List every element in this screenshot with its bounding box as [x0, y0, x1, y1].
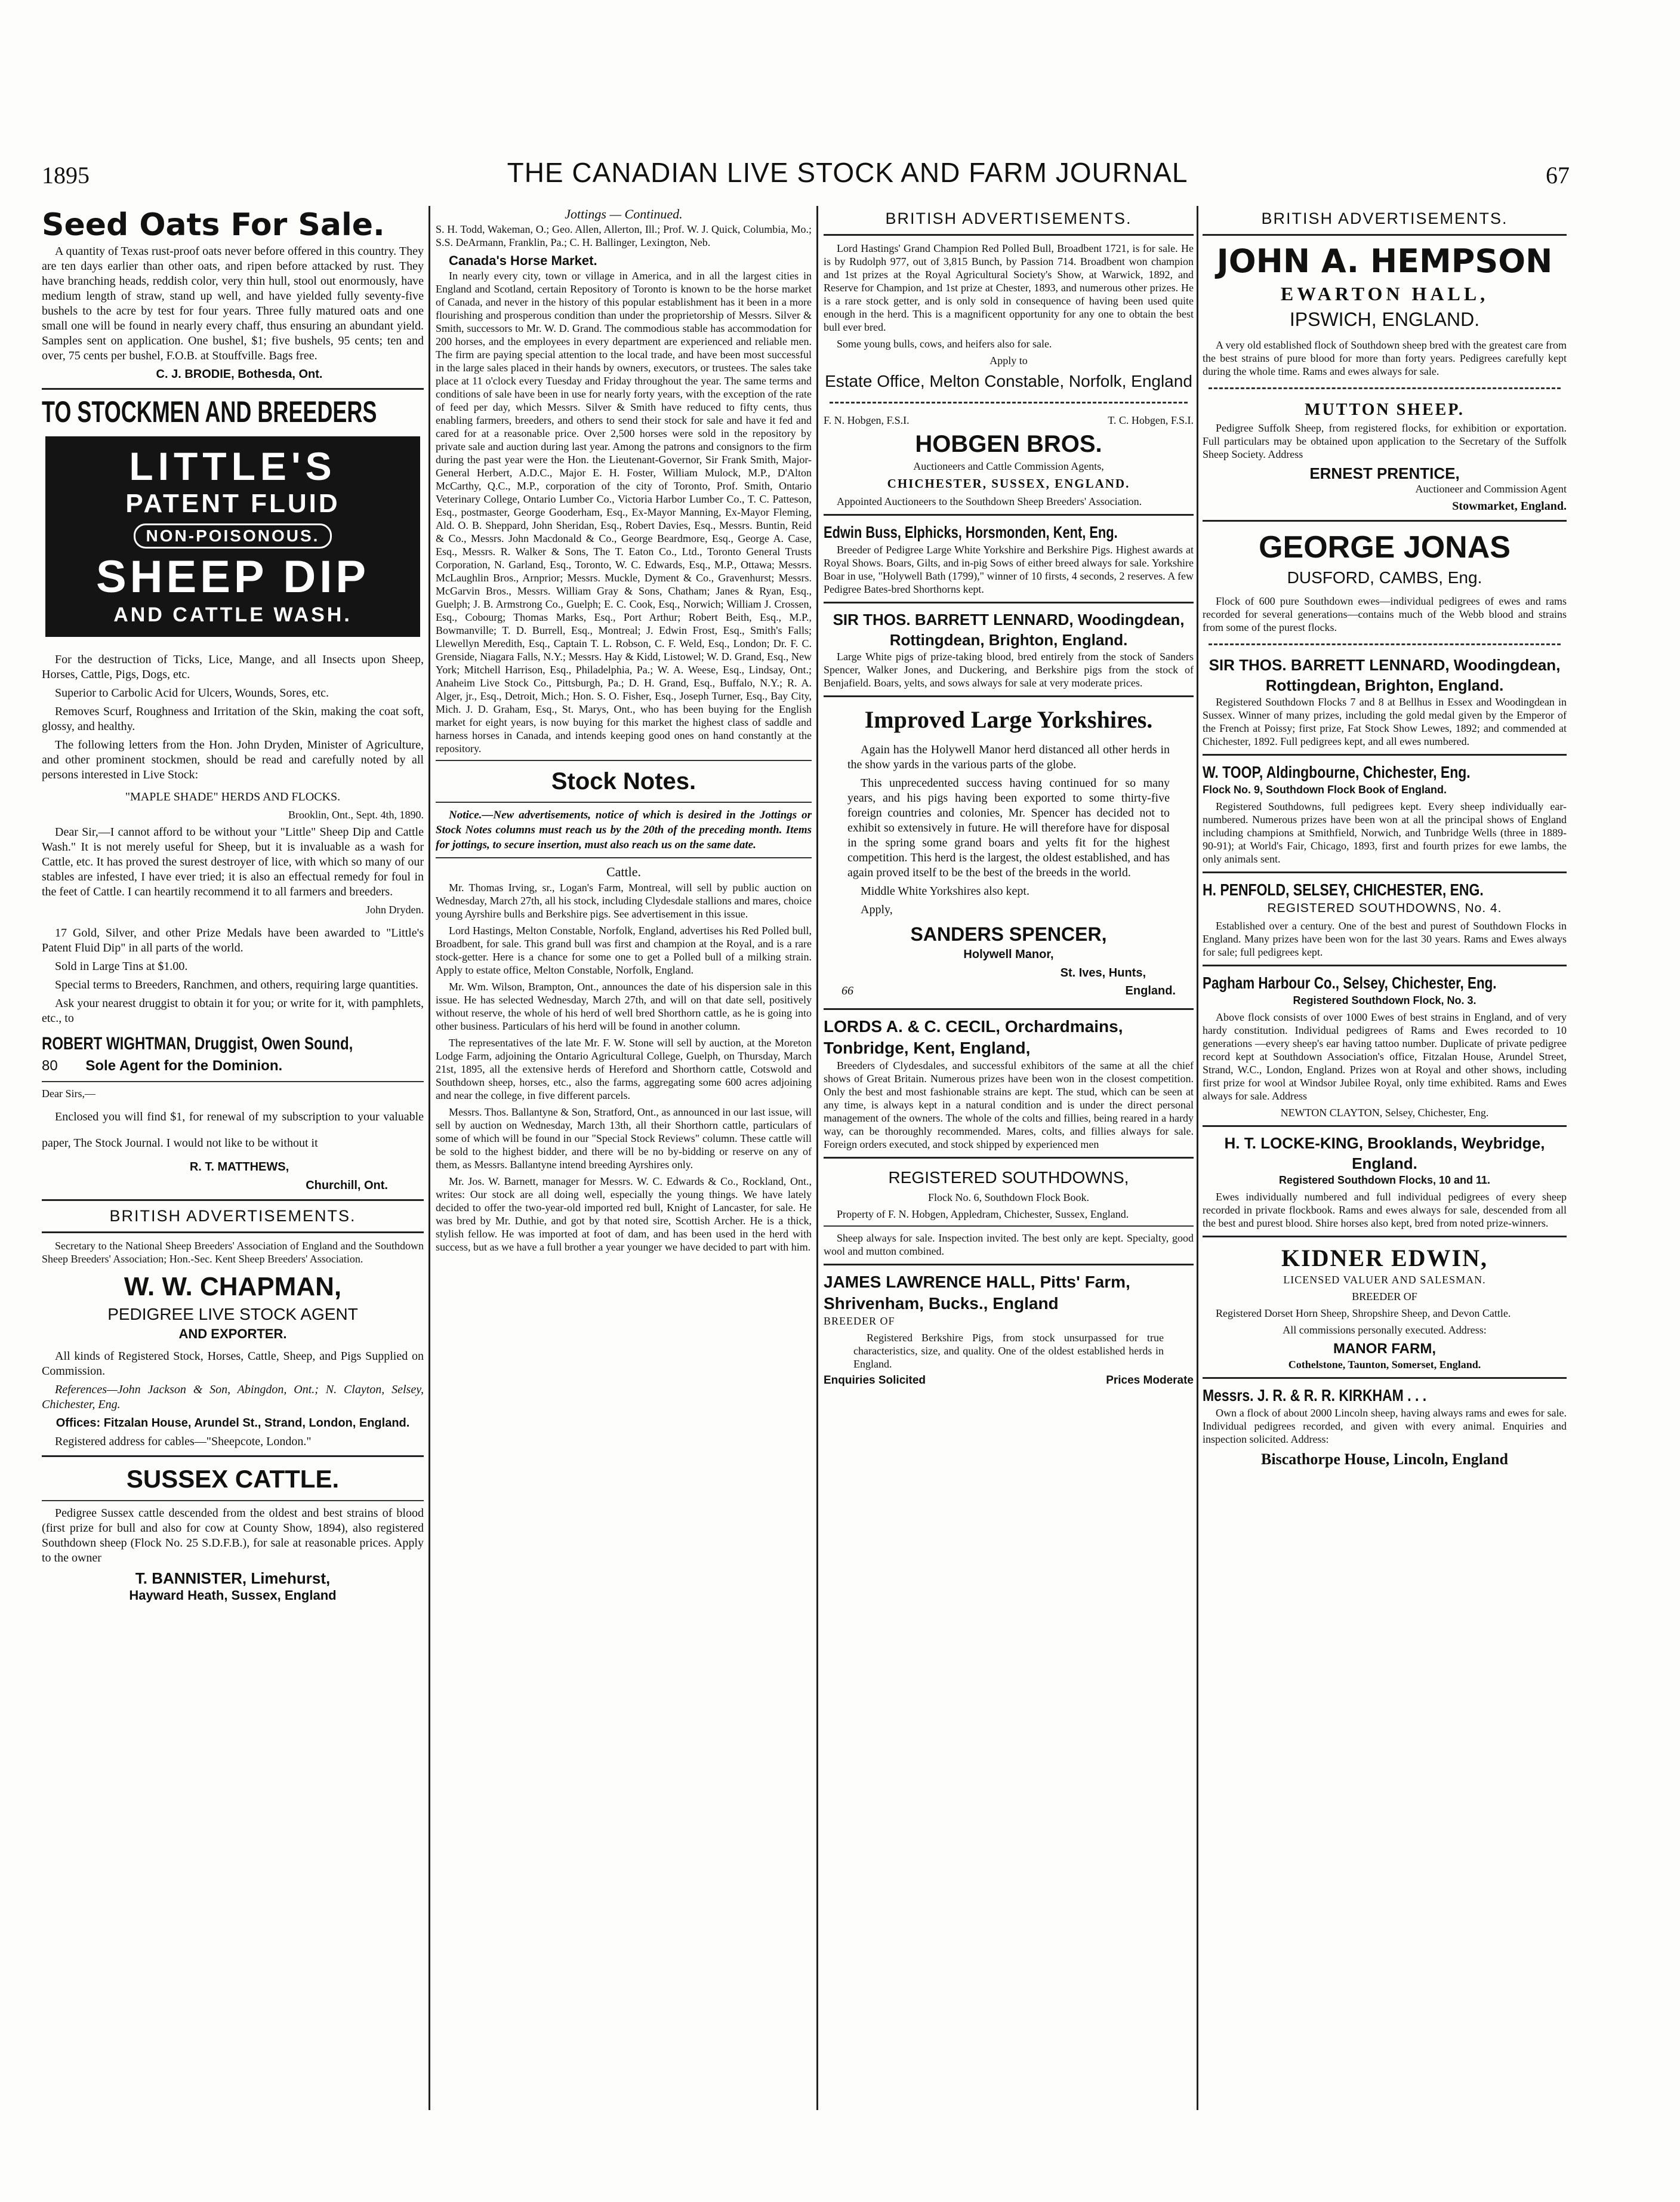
- prentice-name: ERNEST PRENTICE,: [1309, 464, 1460, 482]
- divider: [1203, 520, 1567, 522]
- column-3: [824, 206, 1194, 2116]
- divider: [1203, 754, 1567, 756]
- divider: [436, 857, 812, 858]
- agent-name: ROBERT WIGHTMAN, Druggist, Owen Sound,: [42, 1034, 353, 1054]
- jottings-heading: Jottings — Continued.: [565, 207, 683, 221]
- hastings-some: Some young bulls, cows, and heifers also for sale.: [837, 338, 1052, 350]
- yorkshires-heading: Improved Large Yorkshires.: [864, 706, 1153, 733]
- mutton-body: Pedigree Suffolk Sheep, from registered flocks, for exhibition or exportation. Full particulars may be obtained upon application to the Secretary of the Suffolk Sheep Society. Address: [1203, 422, 1567, 460]
- divider: [824, 234, 1194, 236]
- horse-market-title: Canada's Horse Market.: [449, 253, 597, 268]
- spencer-address: Holywell Manor,: [963, 948, 1054, 961]
- lennard-body: Registered Southdown Flocks 7 and 8 at Bellhus in Essex and Woodingdean in Sussex. Winner of many prizes, including the gold medal given by the Emperor of the French at Poissy; first prize, Fat Stock Show Lewes, 1892; and commended at Chichester, 1892. Full pedigrees kept, and all ewes numbered.: [1203, 696, 1567, 747]
- divider: [824, 1264, 1194, 1265]
- kidner-breeder: BREEDER OF: [1352, 1291, 1417, 1302]
- divider: [824, 1225, 1194, 1227]
- cattle-note: Mr. Jos. W. Barnett, manager for Messrs. W. C. Edwards & Co., Rockland, Ont., writes: Our stock are all doing well, especially the young things. We have lately decided to offer the two-year-old imported red bull, Knight of Lancaster, for sale. He was bred by Mr. Duthie, and got by that noted sire, Scottish Archer. He is a thick, stylish fellow. He was imported at foot of dam, and has been used in the herd with success, but as we have a full brother a year younger we have decided to part with him.: [436, 1175, 812, 1253]
- lawrence-breeder: BREEDER OF: [824, 1315, 895, 1327]
- divider: [824, 1157, 1194, 1159]
- chapman-intro: Secretary to the National Sheep Breeders' Association of England and the Southdown Sheep Breeders' Association; Hon.-Sec. Kent Sheep Breeders' Association.: [42, 1240, 424, 1265]
- chapman-role: PEDIGREE LIVE STOCK AGENT: [107, 1305, 358, 1323]
- toop-flock: Flock No. 9, Southdown Flock Book of England.: [1203, 784, 1447, 796]
- toop-body: Registered Southdowns, full pedigrees kept. Every sheep individually ear-numbered. Numerous prizes have been won at all the principal shows of England including champions at Smithfield, Norwich, and Tunbridge Wells (three in 1889-90-91); at World's Fair, Chicago, 1893, first and fourth prizes for ewe lambs, the only animals sent.: [1203, 800, 1567, 865]
- seed-oats-heading: Seed Oats For Sale.: [42, 207, 385, 243]
- british-adverts-heading: BRITISH ADVERTISEMENTS.: [1261, 210, 1508, 227]
- page-header: [42, 156, 1570, 192]
- divider: [42, 1500, 424, 1501]
- southdowns-property: Property of F. N. Hobgen, Appledram, Chichester, Sussex, England.: [837, 1208, 1129, 1220]
- mutton-heading: MUTTON SHEEP.: [1305, 401, 1465, 419]
- divider: [436, 760, 812, 761]
- prentice-place: Stowmarket, England.: [1452, 500, 1567, 513]
- southdowns-sale: Sheep always for sale. Inspection invited. The best only are kept. Specialty, good wool and mutton combined.: [824, 1232, 1194, 1257]
- hastings-body: Lord Hastings' Grand Champion Red Polled Bull, Broadbent 1721, is for sale. He is by Rudolph 977, out of 3,815 Bunch, by Passion 714. Broadbent won champion and 1st prizes at the Royal Agricultural Society's Show, at Warwick, 1892, and Reserve for Champion, and 1st prize at Chester, 1893, and numerous other prizes. He is a rare stock getter, and is only sold in consequence of having been used quite enough in the herd. This is a magnificent opportunity for any one to obtain the best bull ever bred.: [824, 242, 1194, 333]
- sussex-sign-2: Hayward Heath, Sussex, England: [129, 1588, 337, 1603]
- year: 1895: [42, 162, 90, 189]
- letter-body: Enclosed you will find $1, for renewal of my subscription to your valuable paper, The Stock Journal. I would not like to be without it: [42, 1110, 424, 1150]
- hempson-hall: EWARTON HALL,: [1280, 283, 1489, 304]
- hempson-body: A very old established flock of Southdown sheep bred with the greatest care from the best strains of pure blood for more than forty years. Pedigrees carefully kept during the whole time. Rams and ewes always for sale.: [1203, 339, 1567, 377]
- agent-role: Sole Agent for the Dominion.: [85, 1058, 283, 1074]
- divider: [436, 802, 812, 803]
- divider: [1203, 1377, 1567, 1379]
- kidner-commissions: All commissions personally executed. Address:: [1283, 1324, 1487, 1336]
- divider: [824, 602, 1194, 603]
- dip-paragraph: Superior to Carbolic Acid for Ulcers, Wounds, Sores, etc.: [55, 686, 329, 700]
- divider: [1209, 643, 1561, 645]
- sussex-sign: T. BANNISTER, Limehurst,: [135, 1569, 331, 1587]
- column-rule: [1197, 206, 1198, 2110]
- pagham-body: Above flock consists of over 1000 Ewes of best strains in England, and of very hardy constitution. Individual pedigrees of Rams and Ewes recorded to 10 generations —every sheep's ear having tattoo number. Duplicate of private pedigree record kept at Southdown Association's office, Fitzalan House, Arundel Street, Strand, W.C., London, England. Prizes won at Royal and other shows, including first prize for wool at Windsor Jubilee Royal, only time exhibited. Rams and Ewes always for sale. Address: [1203, 1011, 1567, 1102]
- divider: [1203, 1125, 1567, 1127]
- chapman-kinds: All kinds of Registered Stock, Horses, Cattle, Sheep, and Pigs Supplied on Commission.: [42, 1350, 424, 1378]
- divider: [824, 1008, 1194, 1010]
- cecil-name: LORDS A. & C. CECIL, Orchardmains, Tonbridge, Kent, England,: [824, 1017, 1123, 1057]
- dip-paragraph: For the destruction of Ticks, Lice, Mange, and all Insects upon Sheep, Horses, Cattle, Pigs, Dogs, etc.: [42, 653, 424, 681]
- lawrence-name: JAMES LAWRENCE HALL, Pitts' Farm, Shrivenham, Bucks., England: [824, 1273, 1130, 1313]
- sussex-heading: SUSSEX CATTLE.: [126, 1465, 340, 1493]
- column-2: [436, 206, 812, 2116]
- hastings-apply: Apply to: [989, 355, 1028, 367]
- prentice-role: Auctioneer and Commission Agent: [1415, 483, 1567, 495]
- buss-name: Edwin Buss, Elphicks, Horsmonden, Kent, Eng.: [824, 523, 1118, 541]
- ask-text: Ask your nearest druggist to obtain it for you; or write for it, with pamphlets, etc., to: [42, 997, 424, 1025]
- cattle-note: Lord Hastings, Melton Constable, Norfolk, England, advertises his Red Polled bull, Broadbent, for sale. This grand bull was first and champion at the Royal, and is a rare stock-getter. Here is a chance for some one to get a Polled bull of a milking strain. Apply to estate office, Melton Constable, Norfolk, England.: [436, 925, 812, 976]
- sussex-body: Pedigree Sussex cattle descended from the oldest and best strains of blood (first prize for bull and also for cow at County Show, 1894), also registered Southdown sheep (Flock No. 25 S.D.F.B.), for sale at reasonable prices. Apply to the owner: [42, 1507, 424, 1565]
- spencer-address-2: St. Ives, Hunts,: [1060, 966, 1146, 980]
- divider: [824, 514, 1194, 516]
- column-4: [1203, 206, 1567, 2116]
- penfold-name: H. PENFOLD, SELSEY, CHICHESTER, ENG.: [1203, 880, 1484, 899]
- pagham-registered: Registered Southdown Flock, No. 3.: [1293, 994, 1476, 1006]
- spencer-name: SANDERS SPENCER,: [910, 923, 1107, 945]
- chapman-offices: Offices: Fitzalan House, Arundel St., Strand, London, England.: [56, 1416, 410, 1430]
- spencer-address-3: England.: [1125, 984, 1176, 997]
- kidner-address: Cothelstone, Taunton, Somerset, England.: [1288, 1359, 1481, 1371]
- kidner-role: LICENSED VALUER AND SALESMAN.: [1283, 1274, 1486, 1286]
- tins-text: Sold in Large Tins at $1.00.: [55, 960, 188, 973]
- british-adverts-heading: BRITISH ADVERTISEMENTS.: [109, 1207, 356, 1225]
- divider: [42, 1455, 424, 1457]
- yorkshires-apply: Apply,: [861, 903, 893, 916]
- kidner-body: Registered Dorset Horn Sheep, Shropshire Sheep, and Devon Cattle.: [1216, 1307, 1511, 1319]
- divider: [1203, 965, 1567, 966]
- divider: [1203, 234, 1567, 236]
- lennard-body: Large White pigs of prize-taking blood, bred entirely from the stock of Sanders Spencer, Walker Jones, and Duckering, and Berkshire pigs from the stock of Benjafield. Boars, yelts, and sows always for sale at very moderate prices.: [824, 651, 1194, 689]
- dip-line-1: LITTLE'S: [129, 444, 337, 488]
- kirkham-address: Biscathorpe House, Lincoln, England: [1261, 1450, 1508, 1468]
- hastings-office: Estate Office, Melton Constable, Norfolk, England: [825, 372, 1192, 390]
- hempson-name: JOHN A. HEMPSON: [1216, 242, 1553, 280]
- maple-shade-date: Brooklin, Ont., Sept. 4th, 1890.: [288, 809, 424, 821]
- yorkshires-paragraph: Again has the Holywell Manor herd distanced all other herds in the show yards in the various parts of the globe.: [847, 743, 1170, 771]
- jottings-lead: S. H. Todd, Wakeman, O.; Geo. Allen, Allerton, Ill.; Prof. W. J. Quick, Columbia, Mo.; S.S. DeArmann, Franklin, Pa.; C. H. Ballinger, Lexington, Neb.: [436, 223, 812, 248]
- locke-name: H. T. LOCKE-KING, Brooklands, Weybridge, England.: [1224, 1134, 1545, 1172]
- pagham-name: Pagham Harbour Co., Selsey, Chichester, Eng.: [1203, 974, 1497, 992]
- stock-notes-heading: Stock Notes.: [551, 768, 696, 794]
- penfold-body: Established over a century. One of the best and purest of Southdown Flocks in England. Many prizes have been won for the last 30 years. Rams and Ewes always for sale; full pedigrees kept.: [1203, 920, 1567, 958]
- cattle-note: Mr. Thomas Irving, sr., Logan's Farm, Montreal, will sell by public auction on Wednesday, March 27th, all his stock, including Clydesdale stallions and mares, choice young Ayrshire bulls and Berkshire pigs. See advertisement in this issue.: [436, 882, 812, 920]
- hobgen-name: HOBGEN BROS.: [915, 431, 1102, 457]
- divider: [42, 388, 424, 390]
- seed-oats-body: A quantity of Texas rust-proof oats never before offered in this country. They are ten days earlier than other oats, and ripen before attacked by rust. They have branching heads, reddish color, very thin hull, stool out enormously, have medium length of straw, stand up well, and have yielded fully seventy-five bushels to the acre by test for four years. Three fully matured oats and one small one will be found in nearly every chaff, thus ensuring an abundant yield. Samples sent on application. One bushel, $1; five bushels, 95 cents; ten and over, 75 cents per bushel, F.O.B. at Stouffville. Bags free.: [42, 245, 424, 362]
- pagham-sign: NEWTON CLAYTON, Selsey, Chichester, Eng.: [1280, 1107, 1489, 1119]
- hobgen-appointed: Appointed Auctioneers to the Southdown Sheep Breeders' Association.: [837, 495, 1142, 507]
- lawrence-body: Registered Berkshire Pigs, from stock unsurpassed for true characteristics, size, and quality. One of the oldest established herds in England.: [853, 1332, 1164, 1370]
- divider: [824, 695, 1194, 697]
- maple-shade-heading: "MAPLE SHADE" HERDS AND FLOCKS.: [125, 790, 341, 803]
- divider: [1209, 387, 1561, 389]
- british-adverts-heading: BRITISH ADVERTISEMENTS.: [885, 210, 1132, 227]
- cattle-heading: Cattle.: [606, 864, 642, 879]
- agent-number: 80: [42, 1058, 58, 1074]
- locke-body: Ewes individually numbered and full individual pedigrees of every sheep recorded in private flockbook. Rams and ewes always for sale, descended from all the best and purest blood. Shire horses also kept, bred from noted prize-winners.: [1203, 1191, 1567, 1229]
- southdowns-flock: Flock No. 6, Southdown Flock Book.: [927, 1191, 1090, 1203]
- locke-registered: Registered Southdown Flocks, 10 and 11.: [1278, 1174, 1491, 1186]
- divider: [1203, 871, 1567, 873]
- cattle-note: Messrs. Thos. Ballantyne & Son, Stratford, Ont., as announced in our last issue, will sell by auction on Wednesday, March 13th, all their Shorthorn cattle, particulars of some of which will be found in our "Special Stock Reviews" column. These cattle will be sold to the highest bidder, and there will be no by-bidding or reserve on any of them, as Messrs. Ballantyne intend breeding Ayrshires only.: [436, 1106, 812, 1171]
- hobgen-place: CHICHESTER, SUSSEX, ENGLAND.: [887, 476, 1130, 491]
- hobgen-role: Auctioneers and Cattle Commission Agents,: [913, 460, 1104, 472]
- lawrence-enquiries: Enquiries Solicited: [824, 1374, 926, 1387]
- divider: [1203, 1236, 1567, 1237]
- column-rule: [816, 206, 818, 2110]
- medals-text: 17 Gold, Silver, and other Prize Medals have been awarded to "Little's Patent Fluid Dip" in all parts of the world.: [42, 926, 424, 954]
- penfold-registered: REGISTERED SOUTHDOWNS, No. 4.: [1267, 901, 1502, 915]
- lennard-name: SIR THOS. BARRETT LENNARD, Woodingdean, Rottingdean, Brighton, England.: [833, 611, 1185, 649]
- stockmen-heading: TO STOCKMEN AND BREEDERS: [42, 396, 377, 428]
- divider: [42, 1081, 424, 1082]
- kidner-name: KIDNER EDWIN,: [1281, 1245, 1488, 1271]
- column-1: [42, 206, 424, 2116]
- cattle-note: The representatives of the late Mr. F. W. Stone will sell by auction, at the Moreton Lodge Farm, adjoining the Ontario Agricultural College, Guelph, on Thursday, March 21st, 1895, all the extensive herds of Hereford and Shorthorn cattle, Cotswold and Southdown sheep, horses, etc., also the farms, aggregating some 600 acres adjoining and near the college, in five different parcels.: [436, 1037, 812, 1101]
- toop-name: W. TOOP, Aldingbourne, Chichester, Eng.: [1203, 763, 1471, 781]
- jonas-body: Flock of 600 pure Southdown ewes—individual pedigrees of ewes and rams recorded for several generations—contains much of the Webb blood and strains from some of the purest flocks.: [1203, 595, 1567, 633]
- southdowns-heading: REGISTERED SOUTHDOWNS,: [888, 1168, 1129, 1187]
- dip-line-3: NON-POISONOUS.: [134, 523, 332, 549]
- dip-line-2: PATENT FLUID: [125, 489, 340, 518]
- letter-place: Churchill, Ont.: [306, 1179, 388, 1192]
- dip-line-5: AND CATTLE WASH.: [113, 603, 352, 626]
- lennard-name: SIR THOS. BARRETT LENNARD, Woodingdean, Rottingdean, Brighton, England.: [1209, 656, 1561, 694]
- letter-open: Dear Sirs,—: [42, 1088, 95, 1100]
- seed-oats-sign: C. J. BRODIE, Bothesda, Ont.: [156, 368, 323, 381]
- lawrence-prices: Prices Moderate: [1106, 1374, 1194, 1387]
- notice-text: Notice.—New advertisements, notice of which is desired in the Jottings or Stock Notes columns must reach us by the 20th of the preceding month. Items for jottings, to secure insertion, must also reach us on the same date.: [436, 809, 812, 851]
- dip-paragraph: Removes Scurf, Roughness and Irritation of the Skin, making the coat soft, glossy, and healthy.: [42, 705, 424, 733]
- dip-line-4: SHEEP DIP: [95, 552, 370, 602]
- hobgen-partner-2: T. C. Hobgen, F.S.I.: [1108, 414, 1194, 426]
- chapman-references: References—John Jackson & Son, Abingdon, Ont.; N. Clayton, Selsey, Chichester, Eng.: [42, 1383, 424, 1411]
- cecil-body: Breeders of Clydesdales, and successful exhibitors of the same at all the chief shows of Great Britain. Numerous prizes have been won in the closest competition. Only the best and most fashionable strains are kept. The stud, which can be seen at any time, is always kept in a natural condition and is under the direct personal management of the owners. The whole of the colts and fillies, being reared in a hardy way, can be thoroughly recommended. Mares, colts, and fillies always for sale. Foreign orders executed, and stock shipped by experienced men: [824, 1060, 1194, 1150]
- column-rule: [429, 206, 430, 2110]
- maple-shade-sign: John Dryden.: [366, 904, 424, 916]
- yorkshires-paragraph: This unprecedented success having continued for so many years, and his pigs having been exported to some thirty-five foreign countries and colonies, Mr. Spencer has decided not to exhibit so extensively in future. He will therefore have for disposal in the spring some grand boars and yelts fit for the highest competition. This herd is the largest, the oldest established, and has again proved itself to be the best of the breeds in the world.: [847, 777, 1170, 879]
- dip-paragraph: The following letters from the Hon. John Dryden, Minister of Agriculture, and other prominent stockmen, should be read and carefully noted by all persons interested in Live Stock:: [42, 738, 424, 781]
- kidner-farm: MANOR FARM,: [1333, 1341, 1436, 1357]
- chapman-role-2: AND EXPORTER.: [178, 1326, 287, 1341]
- kirkham-name: Messrs. J. R. & R. R. KIRKHAM . . .: [1203, 1386, 1427, 1405]
- chapman-cables: Registered address for cables—"Sheepcote, London.": [55, 1435, 312, 1448]
- horse-market-body: In nearly every city, town or village in America, and in all the largest cities in England and Scotland, certain Repository of Toronto is known to be the horse market of Canada, and never in the history of this popular establishment has it been in a more flourishing and prosperous condition than under the proprietorship of Messrs. Silver & Smith, successors to Mr. W. D. Grand. The commodious stable has accommodation for 200 horses, and the employees in every department are experienced and reliable men. The firm are paying special attention to the local trade, and have been most successful in the large sales placed in their hands by owners, executors, or trustees. The sales take place at 11 o'clock every Tuesday and Friday throughout the year. The same terms and conditions of sale have been in use for nearly forty years, with the exception of the rate of feed per day, which Messrs. Silver & Smith have reduced to fifty cents, thus enabling farmers, breeders, and others to send their stock for sale and have it fed and cared for at a reasonable price. Over 2,500 horses were sold in the repository by private sale and auction during last year. Among the patrons and consignors to the firm during the past year were the Hon. the Lieutenant-Governor, Sir Frank Smith, Major-General Herbert, A.D.C., Major E. H. Foster, William Mulock, M.P., D'Alton McCarthy, Q.C., M.P., corporation of the city of Toronto, Prof. Smith, Ontario Veterinary College, Ontario Lumber Co., Victoria Harbor Lumber Co., T. C. Patteson, Esq., postmaster, George Gooderham, Esq., Ex-Mayor Manning, Ex-Mayor Fleming, Ald. O. B. Sheppard, John Sheridan, Esq., Robert Davies, Esq., Messrs. Buntin, Reid & Co., Messrs. John Macdonald & Co., George Beardmore, Esq., George A. Case, Esq., Messrs. R. Walker & Sons, The T. Eaton Co., Ltd., Toronto General Trusts Corporation, N. Garland, Esq., Toronto, W. C. Edwards, Esq., M.P., Ottawa; Messrs. McLaughlin Bros., Arnprior; Messrs. Muckle, Dyment & Co., Gravenhurst; Messrs. McGarvin Bros., Messrs. William Gray & Sons, Chatham; Janes & Ryan, Esq., Guelph; J. B. Armstrong Co., Guelph; E. C. Cook, Esq., Norwich; William J. Crossen, Esq., Cobourg; Thomas Marks, Esq., Port Arthur; Robert Beith, Esq., M.P., Bowmanville; T. D. Burrell, Esq., Montreal; J. Edwin Frost, Esq., Smith's Falls; Llewellyn Meredith, Esq., Captain T. L. Robson, C. F. Weld, Esq., London; Dr. F. C. Grenside, Niagara Falls, N.Y.; Messrs. Hay & Kidd, Listowel; W. D. Grand, Esq., New York; Mitchell Harrison, Esq., Philadelphia, Pa.; W. A. Weese, Esq., Lindsay, Ont.; Anaheim Live Stock Co., Pittsburgh, Pa.; D. H. Grand, Esq., Buffalo, N.Y.; R. A. Alger, jr., Esq., Detroit, Mich.; Hon. S. O. Fisher, Esq., Joseph Turner, Esq., Bay City, Mich. J. D. Graham, Esq., St. Marys, Ont., who has been buying for the English market for eight years, is now buying for this market the highest class of saddle and harness horses in Canada, and intends keeping good ones on hand constantly at the repository.: [436, 270, 812, 754]
- hobgen-partner-1: F. N. Hobgen, F.S.I.: [824, 414, 910, 426]
- terms-text: Special terms to Breeders, Ranchmen, and others, requiring large quantities.: [55, 978, 418, 991]
- yorkshires-paragraph: Middle White Yorkshires also kept.: [861, 885, 1029, 898]
- page-number: 67: [1546, 162, 1570, 189]
- journal-title: THE CANADIAN LIVE STOCK AND FARM JOURNAL: [507, 157, 1188, 188]
- hempson-town: IPSWICH, ENGLAND.: [1289, 309, 1480, 330]
- maple-shade-letter: Dear Sir,—I cannot afford to be without your "Little" Sheep Dip and Cattle Wash." It is not merely useful for Sheep, but it is invaluable as a wash for Cattle, etc. It has proved the surest destroyer of lice, with which so many of our stables are infested, I have ever tried; it is also an effectual remedy for foul in the feet of Cattle. I can heartily recommend it to all farmers and breeders.: [42, 826, 424, 898]
- sheep-dip-advert: [45, 436, 420, 637]
- jonas-name: GEORGE JONAS: [1259, 530, 1511, 565]
- spencer-number: 66: [841, 984, 853, 997]
- chapman-name: W. W. CHAPMAN,: [124, 1272, 342, 1301]
- jonas-place: DUSFORD, CAMBS, Eng.: [1287, 568, 1482, 587]
- letter-sign: R. T. MATTHEWS,: [189, 1160, 289, 1174]
- cattle-note: Mr. Wm. Wilson, Brampton, Ont., announces the date of his dispersion sale in this issue. He has selected Wednesday, March 27th, and will on that date sell, positively without reserve, the whole of his herd of well bred Shorthorn cattle, as he is going into other business. Particulars of his herd will be found in another column.: [436, 981, 812, 1032]
- kirkham-body: Own a flock of about 2000 Lincoln sheep, having always rams and ewes for sale. Individual pedigrees recorded, and given with every animal. Enquiries and inspection solicited. Address:: [1203, 1407, 1567, 1445]
- buss-body: Breeder of Pedigree Large White Yorkshire and Berkshire Pigs. Highest awards at Royal Shows. Boars, Gilts, and in-pig Sows of either breed always for sale. Yorkshire Boar in use, "Holywell Bath (1799)," winner of 10 firsts, 4 seconds, 2 reserves. A few Pedigree Bates-bred Shorthorns kept.: [824, 544, 1194, 595]
- divider: [42, 1231, 424, 1233]
- divider: [830, 402, 1188, 404]
- divider: [42, 1199, 424, 1201]
